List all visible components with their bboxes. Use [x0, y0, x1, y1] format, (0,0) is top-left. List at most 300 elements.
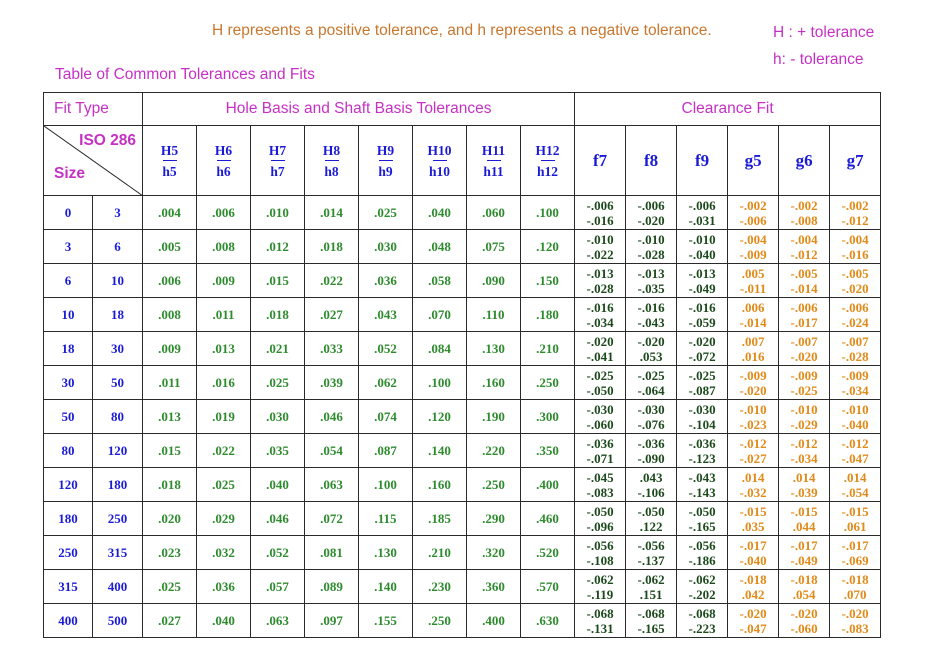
fit-upper: -.016: [637, 299, 665, 315]
grade-divider: [541, 160, 555, 161]
tolerance-value: .090: [467, 264, 521, 298]
shaft-grade: h9: [378, 163, 393, 179]
grade-divider: [487, 160, 501, 161]
fit-lower: -.034: [790, 450, 818, 466]
tolerance-value: .030: [251, 400, 305, 434]
fit-lower: -.047: [739, 620, 767, 636]
tolerance-value: .250: [521, 366, 575, 400]
fit-lower: -.060: [586, 416, 614, 432]
shaft-grade: h8: [324, 163, 339, 179]
fit-value: [677, 502, 728, 536]
iso-size-corner: [44, 126, 143, 196]
shaft-grade: h6: [216, 163, 231, 179]
fit-upper: -.020: [790, 605, 818, 621]
fit-upper: -.010: [688, 231, 716, 247]
fit-value: [779, 298, 830, 332]
size-to: 6: [93, 230, 143, 264]
tolerance-value: .006: [143, 264, 197, 298]
fit-lower: -.023: [739, 416, 767, 432]
table-row: [44, 366, 881, 400]
fit-value: [830, 434, 881, 468]
tolerance-value: .400: [467, 604, 521, 638]
fit-upper: -.020: [688, 333, 716, 349]
tolerance-table: [43, 92, 881, 638]
fit-value: [830, 332, 881, 366]
tolerance-value: .220: [467, 434, 521, 468]
fit-value: [779, 230, 830, 264]
fit-upper: .014: [843, 469, 867, 485]
fit-upper: -.007: [790, 333, 818, 349]
tolerance-value: .290: [467, 502, 521, 536]
fit-upper: -.009: [790, 367, 818, 383]
fit-upper: -.025: [586, 367, 614, 383]
tolerance-value: .027: [143, 604, 197, 638]
fit-value: [626, 366, 677, 400]
fit-lower: -.050: [586, 382, 614, 398]
fit-value: [728, 400, 779, 434]
fit-lower: -.040: [841, 416, 869, 432]
tolerance-value: .140: [359, 570, 413, 604]
fit-lower: -.090: [637, 450, 665, 466]
tolerance-value: .004: [143, 196, 197, 230]
fit-value: [677, 298, 728, 332]
size-from: 180: [44, 502, 93, 536]
table-row: [44, 332, 881, 366]
hole-grade: H10: [427, 142, 452, 158]
fit-lower: -.040: [739, 552, 767, 568]
fit-lower: -.165: [688, 518, 716, 534]
fit-lower: -.087: [688, 382, 716, 398]
fit-upper: -.005: [790, 265, 818, 281]
table-row: [44, 264, 881, 298]
tolerance-value: .005: [143, 230, 197, 264]
fit-upper: .043: [639, 469, 663, 485]
tolerance-value: .400: [521, 468, 575, 502]
fit-upper: -.010: [637, 231, 665, 247]
fit-value: [677, 400, 728, 434]
fit-value: [677, 230, 728, 264]
fit-lower: -.123: [688, 450, 716, 466]
fit-lower: .070: [843, 586, 867, 602]
fit-upper: .014: [741, 469, 765, 485]
tolerance-value: .025: [251, 366, 305, 400]
size-from: 250: [44, 536, 93, 570]
tolerance-value: .097: [305, 604, 359, 638]
fit-lower: .016: [741, 348, 765, 364]
size-to: 10: [93, 264, 143, 298]
fit-value: [575, 196, 626, 230]
tolerance-value: .048: [413, 230, 467, 264]
tolerance-col-header: [305, 126, 359, 196]
fit-upper: -.050: [688, 503, 716, 519]
grade-divider: [271, 160, 285, 161]
fit-upper: -.018: [739, 571, 767, 587]
fit-upper: -.007: [841, 333, 869, 349]
tolerance-value: .100: [359, 468, 413, 502]
tolerance-value: .120: [521, 230, 575, 264]
fit-lower: -.020: [637, 212, 665, 228]
tolerance-value: .070: [413, 298, 467, 332]
fit-lower: -.027: [739, 450, 767, 466]
fit-upper: -.012: [790, 435, 818, 451]
size-from: 10: [44, 298, 93, 332]
fit-upper: -.017: [739, 537, 767, 553]
tolerance-value: .081: [305, 536, 359, 570]
fit-upper: -.030: [688, 401, 716, 417]
fit-lower: -.054: [841, 484, 869, 500]
fit-upper: -.006: [841, 299, 869, 315]
fit-lower: -.071: [586, 450, 614, 466]
fit-lower: -.032: [739, 484, 767, 500]
fit-value: [830, 468, 881, 502]
fit-lower: .053: [639, 348, 663, 364]
fit-value: [779, 468, 830, 502]
fit-lower: -.083: [586, 484, 614, 500]
size-from: 80: [44, 434, 93, 468]
size-to: 120: [93, 434, 143, 468]
fit-value: [575, 264, 626, 298]
hole-grade: H7: [268, 142, 287, 158]
tolerance-value: .360: [467, 570, 521, 604]
fit-lower: -.020: [841, 280, 869, 296]
fit-lower: .061: [843, 518, 867, 534]
fit-upper: -.004: [790, 231, 818, 247]
tolerance-value: .180: [521, 298, 575, 332]
tolerance-value: .160: [413, 468, 467, 502]
size-to: 3: [93, 196, 143, 230]
fit-value: [626, 196, 677, 230]
size-to: 500: [93, 604, 143, 638]
fit-upper: -.010: [790, 401, 818, 417]
fit-lower: -.047: [841, 450, 869, 466]
tolerance-col-header: [251, 126, 305, 196]
tolerance-value: .250: [467, 468, 521, 502]
fit-upper: -.025: [688, 367, 716, 383]
fit-upper: -.004: [841, 231, 869, 247]
tolerance-col-header: [143, 126, 197, 196]
table-row: [44, 298, 881, 332]
fit-value: [575, 468, 626, 502]
fit-col-header: f9: [677, 126, 728, 196]
grade-divider: [433, 160, 447, 161]
tolerance-value: .115: [359, 502, 413, 536]
hole-grade: H8: [322, 142, 341, 158]
tolerance-value: .120: [413, 400, 467, 434]
fit-upper: .014: [792, 469, 816, 485]
tolerance-value: .250: [413, 604, 467, 638]
tolerance-value: .025: [359, 196, 413, 230]
fit-upper: -.016: [688, 299, 716, 315]
fit-value: [575, 434, 626, 468]
fit-upper: -.030: [637, 401, 665, 417]
tolerance-value: .087: [359, 434, 413, 468]
fit-value: [779, 570, 830, 604]
legend-negative: h: - tolerance: [773, 51, 864, 68]
size-to: 315: [93, 536, 143, 570]
fit-value: [575, 604, 626, 638]
size-from: 0: [44, 196, 93, 230]
grade-divider: [325, 160, 339, 161]
fit-value: [626, 332, 677, 366]
fit-value: [728, 298, 779, 332]
grade-divider: [163, 160, 177, 161]
fit-lower: -.012: [790, 246, 818, 262]
fit-upper: -.020: [637, 333, 665, 349]
fit-value: [626, 536, 677, 570]
fit-lower: -.043: [637, 314, 665, 330]
size-to: 250: [93, 502, 143, 536]
fit-upper: -.006: [790, 299, 818, 315]
fit-value: [728, 196, 779, 230]
fit-lower: -.131: [586, 620, 614, 636]
tolerance-value: .300: [521, 400, 575, 434]
size-to: 18: [93, 298, 143, 332]
tolerance-value: .040: [251, 468, 305, 502]
tolerance-value: .040: [197, 604, 251, 638]
fit-lower: .035: [741, 518, 765, 534]
size-from: 3: [44, 230, 93, 264]
fit-upper: -.015: [739, 503, 767, 519]
fit-upper: -.056: [586, 537, 614, 553]
hole-grade: H12: [535, 142, 560, 158]
fit-value: [677, 366, 728, 400]
tolerance-value: .046: [251, 502, 305, 536]
fit-upper: .007: [741, 333, 765, 349]
fit-lower: -.025: [790, 382, 818, 398]
fit-lower: -.016: [841, 246, 869, 262]
fit-value: [626, 604, 677, 638]
legend-positive: H : + tolerance: [773, 24, 875, 41]
fit-upper: -.068: [637, 605, 665, 621]
fit-value: [575, 502, 626, 536]
tolerance-col-header: [197, 126, 251, 196]
fit-upper: -.062: [586, 571, 614, 587]
fit-lower: .122: [639, 518, 663, 534]
fit-value: [677, 604, 728, 638]
fit-value: [677, 570, 728, 604]
fit-value: [830, 604, 881, 638]
fit-value: [728, 366, 779, 400]
fit-value: [626, 264, 677, 298]
tolerance-value: .230: [413, 570, 467, 604]
tolerance-value: .570: [521, 570, 575, 604]
grade-divider: [379, 160, 393, 161]
tolerance-value: .033: [305, 332, 359, 366]
tolerance-value: .020: [143, 502, 197, 536]
tolerance-value: .009: [197, 264, 251, 298]
fit-value: [830, 264, 881, 298]
tolerance-value: .100: [413, 366, 467, 400]
fit-upper: -.006: [637, 197, 665, 213]
tolerance-value: .210: [521, 332, 575, 366]
fit-upper: -.030: [586, 401, 614, 417]
tolerance-value: .023: [143, 536, 197, 570]
fit-lower: -.029: [790, 416, 818, 432]
tolerance-value: .520: [521, 536, 575, 570]
fit-lower: -.186: [688, 552, 716, 568]
tolerance-value: .036: [359, 264, 413, 298]
tolerance-value: .025: [197, 468, 251, 502]
fit-upper: -.020: [841, 605, 869, 621]
size-to: 180: [93, 468, 143, 502]
fit-lower: -.006: [739, 212, 767, 228]
tolerance-value: .060: [467, 196, 521, 230]
fit-value: [728, 434, 779, 468]
tolerance-note: H represents a positive tolerance, and h represents a negative tolerance.: [212, 22, 712, 39]
tolerance-value: .013: [197, 332, 251, 366]
fit-upper: -.025: [637, 367, 665, 383]
tolerance-value: .008: [143, 298, 197, 332]
size-to: 50: [93, 366, 143, 400]
tolerance-value: .006: [197, 196, 251, 230]
shaft-grade: h7: [270, 163, 285, 179]
fit-lower: -.011: [739, 280, 767, 296]
fit-lower: -.035: [637, 280, 665, 296]
tolerance-value: .075: [467, 230, 521, 264]
fit-value: [677, 196, 728, 230]
tolerance-value: .019: [197, 400, 251, 434]
tolerance-value: .350: [521, 434, 575, 468]
fit-value: [830, 536, 881, 570]
table-row: [44, 400, 881, 434]
fit-value: [728, 332, 779, 366]
size-from: 18: [44, 332, 93, 366]
tolerance-value: .058: [413, 264, 467, 298]
fit-upper: -.017: [790, 537, 818, 553]
tolerance-value: .074: [359, 400, 413, 434]
tolerance-value: .190: [467, 400, 521, 434]
tolerance-value: .012: [251, 230, 305, 264]
tolerance-value: .029: [197, 502, 251, 536]
fit-upper: -.002: [790, 197, 818, 213]
fit-upper: .005: [741, 265, 765, 281]
fit-value: [728, 536, 779, 570]
fit-value: [779, 502, 830, 536]
fit-lower: -.060: [790, 620, 818, 636]
tolerance-value: .036: [197, 570, 251, 604]
fit-upper: -.006: [688, 197, 716, 213]
size-from: 6: [44, 264, 93, 298]
fit-value: [779, 536, 830, 570]
fit-upper: -.016: [586, 299, 614, 315]
fit-value: [779, 196, 830, 230]
fit-lower: -.049: [688, 280, 716, 296]
tolerance-value: .460: [521, 502, 575, 536]
fit-value: [575, 536, 626, 570]
tolerance-value: .022: [197, 434, 251, 468]
size-label: Size: [54, 165, 86, 182]
fit-lower: -.059: [688, 314, 716, 330]
fit-value: [626, 230, 677, 264]
fit-value: [728, 570, 779, 604]
fit-upper: -.062: [688, 571, 716, 587]
fit-type-header: Fit Type: [44, 93, 143, 126]
fit-lower: -.014: [790, 280, 818, 296]
fit-lower: -.014: [739, 314, 767, 330]
fit-value: [626, 434, 677, 468]
tolerance-value: .084: [413, 332, 467, 366]
size-from: 400: [44, 604, 93, 638]
tolerance-value: .015: [251, 264, 305, 298]
fit-lower: -.028: [841, 348, 869, 364]
tolerance-value: .032: [197, 536, 251, 570]
fit-value: [779, 604, 830, 638]
hole-grade: H9: [376, 142, 395, 158]
fit-upper: -.056: [637, 537, 665, 553]
fit-upper: -.015: [790, 503, 818, 519]
table-row: [44, 468, 881, 502]
tolerance-value: .210: [413, 536, 467, 570]
fit-col-header: f7: [575, 126, 626, 196]
fit-value: [830, 298, 881, 332]
fit-lower: -.012: [841, 212, 869, 228]
fit-value: [728, 604, 779, 638]
table-title: Table of Common Tolerances and Fits: [55, 66, 315, 83]
tolerance-value: .072: [305, 502, 359, 536]
fit-lower: -.069: [841, 552, 869, 568]
fit-lower: -.106: [637, 484, 665, 500]
fit-value: [575, 230, 626, 264]
tolerance-value: .155: [359, 604, 413, 638]
fit-value: [677, 264, 728, 298]
size-to: 400: [93, 570, 143, 604]
fit-lower: .044: [792, 518, 816, 534]
fit-value: [830, 400, 881, 434]
tolerance-value: .018: [143, 468, 197, 502]
fit-upper: -.020: [586, 333, 614, 349]
fit-lower: -.031: [688, 212, 716, 228]
tolerance-value: .089: [305, 570, 359, 604]
tolerance-value: .025: [143, 570, 197, 604]
fit-value: [779, 434, 830, 468]
tolerance-col-header: [521, 126, 575, 196]
fit-col-header: g5: [728, 126, 779, 196]
fit-value: [626, 400, 677, 434]
tolerance-value: .040: [413, 196, 467, 230]
hole-grade: H11: [481, 142, 506, 158]
size-from: 30: [44, 366, 93, 400]
size-from: 315: [44, 570, 93, 604]
tolerance-value: .063: [251, 604, 305, 638]
fit-value: [779, 264, 830, 298]
fit-lower: -.024: [841, 314, 869, 330]
tolerance-value: .015: [143, 434, 197, 468]
fit-lower: -.039: [790, 484, 818, 500]
tolerance-value: .160: [467, 366, 521, 400]
tolerance-value: .014: [305, 196, 359, 230]
table-row: [44, 604, 881, 638]
fit-lower: -.034: [841, 382, 869, 398]
fit-upper: -.015: [841, 503, 869, 519]
fit-lower: -.008: [790, 212, 818, 228]
fit-lower: .054: [792, 586, 816, 602]
fit-upper: -.005: [841, 265, 869, 281]
tolerance-value: .022: [305, 264, 359, 298]
tolerance-value: .016: [197, 366, 251, 400]
fit-upper: -.017: [841, 537, 869, 553]
fit-lower: -.202: [688, 586, 716, 602]
fit-upper: -.002: [841, 197, 869, 213]
fit-lower: -.009: [739, 246, 767, 262]
tolerance-value: .110: [467, 298, 521, 332]
hole-grade: H6: [214, 142, 233, 158]
tolerance-value: .130: [359, 536, 413, 570]
tolerance-col-header: [467, 126, 521, 196]
fit-upper: -.009: [841, 367, 869, 383]
fit-lower: .042: [741, 586, 765, 602]
fit-value: [677, 468, 728, 502]
fit-value: [575, 570, 626, 604]
